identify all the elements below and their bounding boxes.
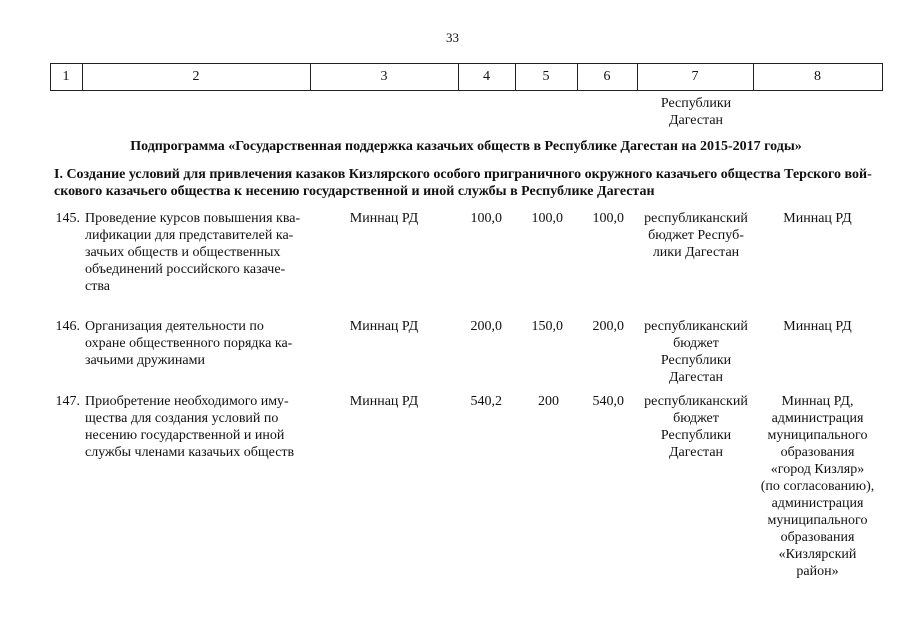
source-line: лики Дагестан: [652, 245, 740, 260]
funding-source: [640, 210, 752, 261]
source-line: республиканский: [644, 211, 748, 226]
responsible-line: муниципального: [767, 513, 868, 528]
section-title: [54, 166, 884, 200]
responsible-line: образования: [780, 445, 855, 460]
column-number-4: 4: [483, 69, 490, 84]
description-line: лификации для представителей ка-: [85, 228, 294, 243]
description-line: несению государственной и иной: [85, 428, 285, 443]
responsible-line: образования: [780, 530, 855, 545]
source-line: республиканский: [644, 319, 748, 334]
executor: Миннац РД: [349, 394, 419, 409]
header-border-right: [882, 63, 883, 91]
measure-description: [85, 393, 307, 461]
carryover-line: Республики: [660, 96, 732, 111]
column-number-7: 7: [691, 69, 699, 84]
source-line: бюджет: [673, 411, 719, 426]
source-line: Республики: [660, 428, 732, 443]
value-2015: 200,0: [470, 319, 502, 334]
column-number-1: 1: [62, 69, 70, 84]
measure-description: [85, 318, 307, 369]
value-2017: 100,0: [592, 211, 624, 226]
row-number: 145.: [55, 211, 80, 226]
responsible-line: муниципального: [767, 428, 868, 443]
header-bottom-rule: [50, 90, 882, 91]
source-line: Дагестан: [668, 370, 724, 385]
executor: Миннац РД: [349, 211, 419, 226]
value-2016: 150,0: [531, 319, 563, 334]
responsible: [753, 393, 882, 580]
value-2017: 200,0: [592, 319, 624, 334]
description-line: щества для создания условий по: [85, 411, 279, 426]
column-number-8: 8: [814, 69, 821, 84]
responsible-line: Миннац РД: [783, 319, 852, 334]
row-number: 146.: [55, 319, 80, 334]
description-line: ства: [85, 279, 110, 294]
responsible-line: администрация: [771, 496, 864, 511]
responsible-line: (по согласованию),: [760, 479, 875, 494]
description-line: Организация деятельности по: [85, 319, 264, 334]
value-2016: 100,0: [531, 211, 563, 226]
responsible: [753, 318, 882, 335]
description-line: зачьими дружинами: [85, 353, 205, 368]
description-line: объединений российского казаче-: [85, 262, 286, 277]
carryover-source: [640, 95, 752, 129]
responsible-line: «Кизлярский: [778, 547, 857, 562]
description-line: зачьих обществ и общественных: [85, 245, 281, 260]
source-line: Дагестан: [668, 445, 724, 460]
column-number-6: 6: [603, 69, 611, 84]
description-line: Проведение курсов повышения ква-: [85, 211, 301, 226]
description-line: охране общественного порядка ка-: [85, 336, 293, 351]
executor: Миннац РД: [349, 319, 419, 334]
source-line: Республики: [660, 353, 732, 368]
responsible-line: Миннац РД,: [781, 394, 854, 409]
responsible: [753, 210, 882, 227]
description-line: службы членами казачьих обществ: [85, 445, 295, 460]
responsible-line: район»: [796, 564, 839, 579]
source-line: бюджет Респуб-: [648, 228, 744, 243]
source-line: бюджет: [673, 336, 719, 351]
source-line: республиканский: [644, 394, 748, 409]
description-line: Приобретение необходимого иму-: [85, 394, 289, 409]
subprogram-title: Подпрограмма «Государственная поддержка казачьих обществ в Республике Дагестан на 2015-2017 годы»: [130, 139, 802, 154]
section-title-line: скового казачьего общества к несению государственной и иной службы в Республике Дагестан: [54, 184, 655, 199]
measure-description: [85, 210, 307, 295]
column-number-3: 3: [380, 69, 388, 84]
value-2016: 200: [538, 394, 559, 409]
funding-source: [640, 318, 752, 386]
value-2017: 540,0: [592, 394, 624, 409]
header-top-rule: [50, 63, 882, 64]
column-number-2: 2: [192, 69, 200, 84]
responsible-line: «город Кизляр»: [770, 462, 865, 477]
responsible-line: администрация: [771, 411, 864, 426]
column-number-5: 5: [542, 69, 550, 84]
carryover-line: Дагестан: [668, 113, 724, 128]
value-2015: 540,2: [470, 394, 502, 409]
funding-source: [640, 393, 752, 461]
row-number: 147.: [55, 394, 80, 409]
page-number: 33: [446, 30, 459, 45]
section-title-line: I. Создание условий для привлечения казаков Кизлярского особого приграничного окружного казачьего общества Терского вой-: [54, 167, 872, 182]
value-2015: 100,0: [470, 211, 502, 226]
responsible-line: Миннац РД: [783, 211, 852, 226]
